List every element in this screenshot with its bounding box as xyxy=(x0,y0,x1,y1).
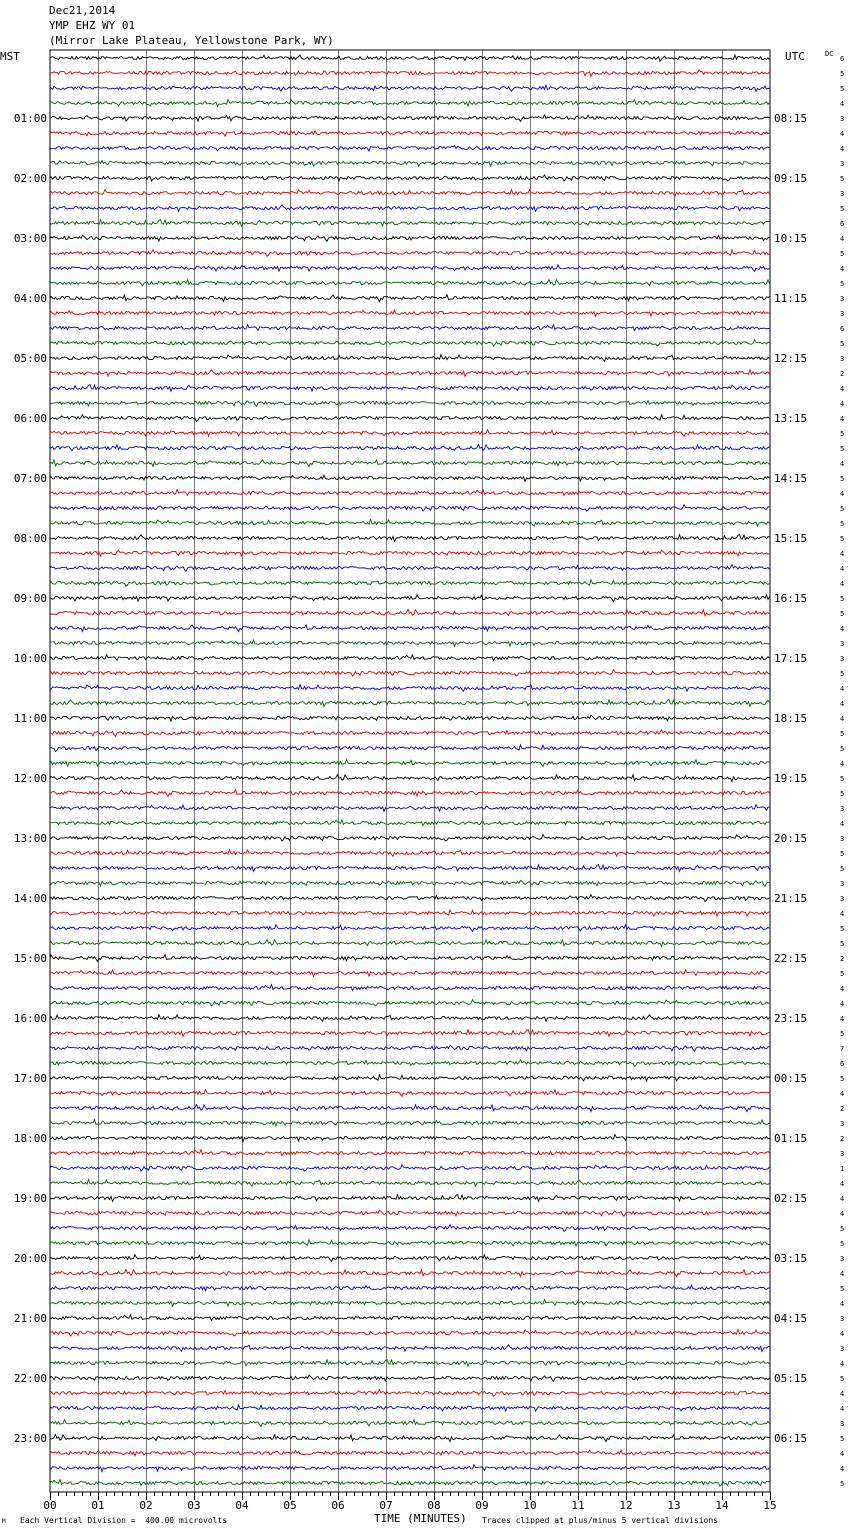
trace-row xyxy=(50,1285,770,1291)
dc-offset-label: 5 xyxy=(840,1480,845,1488)
left-hour-label: 01:00 xyxy=(13,112,47,125)
dc-offset-label: 5 xyxy=(840,940,845,948)
dc-offset-label: 3 xyxy=(840,1345,845,1353)
trace-row xyxy=(50,130,770,136)
right-hour-label: 21:15 xyxy=(774,892,808,905)
left-hour-label: 05:00 xyxy=(13,352,47,365)
dc-offset-label: 5 xyxy=(840,730,845,738)
right-hour-label: 09:15 xyxy=(774,172,808,185)
clip-note: Traces clipped at plus/minus 5 vertical divisions xyxy=(482,1516,719,1525)
x-tick-label: 02 xyxy=(139,1499,153,1512)
x-tick-label: 14 xyxy=(715,1499,729,1512)
dc-offset-label: 5 xyxy=(840,745,845,753)
left-hour-label: 23:00 xyxy=(13,1432,47,1445)
dc-offset-label: 3 xyxy=(840,1120,845,1128)
dc-offset-label: 5 xyxy=(840,1225,845,1233)
dc-label: DC xyxy=(825,50,834,58)
dc-offset-label: 3 xyxy=(840,1150,845,1158)
dc-offset-label: 6 xyxy=(840,1060,845,1068)
trace-row xyxy=(50,430,770,437)
trace-row xyxy=(50,1000,770,1006)
trace-row xyxy=(50,250,770,257)
right-hour-label: 16:15 xyxy=(774,592,808,605)
dc-offset-label: 3 xyxy=(840,640,845,648)
left-hour-label: 13:00 xyxy=(13,832,47,845)
right-hour-label: 22:15 xyxy=(774,952,808,965)
trace-row xyxy=(50,1345,770,1352)
trace-row xyxy=(50,415,770,422)
trace-row xyxy=(50,115,770,122)
dc-offset-label: 4 xyxy=(840,265,845,273)
trace-row xyxy=(50,220,770,227)
trace-row xyxy=(50,1045,770,1051)
dc-offset-label: 3 xyxy=(840,1315,845,1323)
trace-row xyxy=(50,85,770,91)
trace-row xyxy=(50,1180,770,1187)
dc-offset-label: 6 xyxy=(840,55,845,63)
dc-offset-label: 4 xyxy=(840,1210,845,1218)
trace-row xyxy=(50,760,770,767)
dc-offset-label: 5 xyxy=(840,1075,845,1083)
dc-offset-label: 5 xyxy=(840,790,845,798)
trace-row xyxy=(50,1015,770,1022)
right-hour-label: 13:15 xyxy=(774,412,808,425)
dc-offset-label: 4 xyxy=(840,550,845,558)
dc-offset-label: 4 xyxy=(840,385,845,393)
trace-row xyxy=(50,1120,770,1126)
left-hour-label: 19:00 xyxy=(13,1192,47,1205)
trace-row xyxy=(50,880,770,886)
dc-offset-label: 4 xyxy=(840,1360,845,1368)
dc-offset-label: 6 xyxy=(840,325,845,333)
footer-left-mark: M xyxy=(2,1518,6,1525)
dc-offset-label: 3 xyxy=(840,805,845,813)
dc-offset-label: 5 xyxy=(840,505,845,513)
trace-row xyxy=(50,265,770,272)
dc-offset-label: 5 xyxy=(840,520,845,528)
x-tick-label: 05 xyxy=(283,1499,297,1512)
right-hour-label: 01:15 xyxy=(774,1132,808,1145)
dc-offset-label: 5 xyxy=(840,670,845,678)
x-tick-label: 08 xyxy=(427,1499,441,1512)
dc-offset-label: 3 xyxy=(840,835,845,843)
trace-row xyxy=(50,475,770,481)
dc-offset-label: 6 xyxy=(840,220,845,228)
right-hour-label: 06:15 xyxy=(774,1432,808,1445)
trace-row xyxy=(50,865,770,872)
dc-offset-label: 4 xyxy=(840,1195,845,1203)
x-tick-label: 01 xyxy=(91,1499,105,1512)
trace-row xyxy=(50,161,770,167)
dc-offset-label: 4 xyxy=(840,100,845,108)
trace-row xyxy=(50,970,770,977)
trace-row xyxy=(50,385,770,392)
left-hour-label: 18:00 xyxy=(13,1132,47,1145)
trace-row xyxy=(50,1300,770,1307)
trace-row xyxy=(50,205,770,212)
chart-date: Dec21,2014 xyxy=(49,4,116,17)
dc-offset-label: 5 xyxy=(840,445,845,453)
left-hour-label: 04:00 xyxy=(13,292,47,305)
right-hour-label: 18:15 xyxy=(774,712,808,725)
trace-row xyxy=(50,1375,770,1381)
left-timezone-label: MST xyxy=(0,50,20,63)
trace-row xyxy=(50,1090,770,1097)
dc-offset-label: 4 xyxy=(840,700,845,708)
dc-offset-label: 5 xyxy=(840,430,845,438)
dc-offset-label: 4 xyxy=(840,1465,845,1473)
trace-row xyxy=(50,1405,770,1411)
dc-offset-label: 4 xyxy=(840,145,845,153)
trace-row xyxy=(50,325,770,331)
trace-row xyxy=(50,490,770,496)
dc-offset-label: 4 xyxy=(840,1090,845,1098)
trace-row xyxy=(50,1390,770,1397)
dc-offset-label: 4 xyxy=(840,1390,845,1398)
trace-row xyxy=(50,370,770,377)
x-tick-label: 10 xyxy=(523,1499,537,1512)
left-hour-label: 09:00 xyxy=(13,592,47,605)
dc-offset-label: 5 xyxy=(840,1030,845,1038)
trace-row xyxy=(50,565,770,572)
trace-row xyxy=(50,820,770,826)
dc-offset-label: 4 xyxy=(840,1000,845,1008)
trace-row xyxy=(50,775,770,782)
right-hour-label: 20:15 xyxy=(774,832,808,845)
trace-row xyxy=(50,790,770,797)
trace-row xyxy=(50,445,770,451)
right-hour-label: 19:15 xyxy=(774,772,808,785)
left-hour-label: 15:00 xyxy=(13,952,47,965)
dc-offset-label: 3 xyxy=(840,1420,845,1428)
trace-row xyxy=(50,1480,770,1486)
left-hour-label: 06:00 xyxy=(13,412,47,425)
trace-row xyxy=(50,715,770,721)
dc-offset-label: 5 xyxy=(840,85,845,93)
x-tick-label: 03 xyxy=(187,1499,201,1512)
right-hour-label: 00:15 xyxy=(774,1072,808,1085)
dc-offset-label: 5 xyxy=(840,1285,845,1293)
trace-row xyxy=(50,595,770,602)
trace-row xyxy=(50,550,770,556)
dc-offset-label: 2 xyxy=(840,1105,845,1113)
trace-row xyxy=(50,280,770,286)
dc-offset-label: 5 xyxy=(840,610,845,618)
dc-offset-label: 4 xyxy=(840,1180,845,1188)
trace-row xyxy=(50,1060,770,1067)
trace-row xyxy=(50,940,770,947)
dc-offset-label: 5 xyxy=(840,970,845,978)
dc-offset-label: 5 xyxy=(840,205,845,213)
trace-row xyxy=(50,1225,770,1232)
x-tick-label: 00 xyxy=(43,1499,57,1512)
trace-row xyxy=(50,670,770,676)
dc-offset-label: 2 xyxy=(840,1135,845,1143)
right-hour-label: 10:15 xyxy=(774,232,808,245)
x-tick-label: 06 xyxy=(331,1499,345,1512)
trace-row xyxy=(50,985,770,991)
right-hour-label: 17:15 xyxy=(774,652,808,665)
trace-row xyxy=(50,655,770,661)
trace-row xyxy=(50,520,770,527)
plot-frame xyxy=(50,50,770,1492)
dc-offset-label: 4 xyxy=(840,235,845,243)
trace-row xyxy=(50,55,770,61)
dc-offset-label: 3 xyxy=(840,880,845,888)
trace-row xyxy=(50,1030,770,1037)
dc-offset-label: 4 xyxy=(840,715,845,723)
dc-offset-label: 4 xyxy=(840,985,845,993)
dc-offset-label: 4 xyxy=(840,580,845,588)
left-hour-label: 12:00 xyxy=(13,772,47,785)
dc-offset-label: 4 xyxy=(840,760,845,768)
left-hour-label: 21:00 xyxy=(13,1312,47,1325)
dc-offset-label: 2 xyxy=(840,370,845,378)
dc-offset-label: 5 xyxy=(840,175,845,183)
dc-offset-label: 4 xyxy=(840,910,845,918)
trace-row xyxy=(50,401,770,407)
left-hour-label: 20:00 xyxy=(13,1252,47,1265)
trace-row xyxy=(50,685,770,692)
trace-row xyxy=(50,1240,770,1246)
left-hour-label: 14:00 xyxy=(13,892,47,905)
dc-offset-label: 1 xyxy=(840,1165,845,1173)
trace-row xyxy=(50,1150,770,1156)
right-hour-label: 08:15 xyxy=(774,112,808,125)
right-hour-label: 12:15 xyxy=(774,352,808,365)
trace-row xyxy=(50,99,770,106)
x-tick-label: 15 xyxy=(763,1499,777,1512)
trace-row xyxy=(50,730,770,737)
dc-offset-label: 3 xyxy=(840,160,845,168)
trace-row xyxy=(50,1165,770,1171)
dc-offset-label: 5 xyxy=(840,865,845,873)
dc-offset-label: 3 xyxy=(840,355,845,363)
left-hour-label: 03:00 xyxy=(13,232,47,245)
right-hour-label: 02:15 xyxy=(774,1192,808,1205)
trace-row xyxy=(50,310,770,316)
dc-offset-label: 2 xyxy=(840,955,845,963)
dc-offset-label: 5 xyxy=(840,1375,845,1383)
x-axis-title: TIME (MINUTES) xyxy=(374,1512,467,1525)
dc-offset-label: 4 xyxy=(840,1300,845,1308)
trace-row xyxy=(50,1195,770,1202)
dc-offset-label: 3 xyxy=(840,115,845,123)
dc-offset-label: 5 xyxy=(840,70,845,78)
dc-offset-label: 3 xyxy=(840,895,845,903)
trace-row xyxy=(50,955,770,962)
trace-row xyxy=(50,1105,770,1112)
dc-offset-label: 3 xyxy=(840,310,845,318)
trace-row xyxy=(50,355,770,362)
station-location: (Mirror Lake Plateau, Yellowstone Park, WY) xyxy=(49,34,334,47)
station-code: YMP EHZ WY 01 xyxy=(49,19,136,32)
trace-row xyxy=(50,835,770,841)
x-tick-label: 13 xyxy=(667,1499,681,1512)
right-hour-label: 15:15 xyxy=(774,532,808,545)
trace-row xyxy=(50,910,770,916)
dc-offset-label: 4 xyxy=(840,625,845,633)
trace-row xyxy=(50,580,770,587)
trace-row xyxy=(50,235,770,241)
right-hour-label: 04:15 xyxy=(774,1312,808,1325)
dc-offset-label: 5 xyxy=(840,1435,845,1443)
trace-row xyxy=(50,700,770,707)
dc-offset-label: 4 xyxy=(840,565,845,573)
trace-row xyxy=(50,1210,770,1216)
trace-row xyxy=(50,745,770,752)
scale-note: Each Vertical Division = 400.00 microvolts xyxy=(20,1516,228,1525)
trace-row xyxy=(50,1255,770,1262)
dc-offset-label: 4 xyxy=(840,415,845,423)
x-tick-label: 04 xyxy=(235,1499,249,1512)
dc-offset-label: 4 xyxy=(840,1015,845,1023)
left-hour-label: 22:00 xyxy=(13,1372,47,1385)
left-hour-label: 08:00 xyxy=(13,532,47,545)
trace-row xyxy=(50,505,770,511)
trace-row xyxy=(50,340,770,346)
right-hour-label: 11:15 xyxy=(774,292,808,305)
trace-row xyxy=(50,146,770,151)
trace-row xyxy=(50,1420,770,1427)
dc-offset-label: 4 xyxy=(840,1270,845,1278)
right-hour-label: 05:15 xyxy=(774,1372,808,1385)
trace-row xyxy=(50,1135,770,1142)
trace-row xyxy=(50,460,770,467)
trace-row xyxy=(50,1330,770,1336)
dc-offset-label: 4 xyxy=(840,460,845,468)
trace-row xyxy=(50,175,770,181)
trace-row xyxy=(50,1270,770,1277)
left-hour-label: 02:00 xyxy=(13,172,47,185)
dc-offset-label: 4 xyxy=(840,1450,845,1458)
left-hour-label: 17:00 xyxy=(13,1072,47,1085)
dc-offset-label: 5 xyxy=(840,250,845,258)
dc-offset-label: 5 xyxy=(840,850,845,858)
dc-offset-label: 7 xyxy=(840,1045,845,1053)
left-hour-label: 07:00 xyxy=(13,472,47,485)
dc-offset-label: 3 xyxy=(840,1255,845,1263)
x-tick-label: 09 xyxy=(475,1499,489,1512)
dc-offset-label: 5 xyxy=(840,595,845,603)
dc-offset-label: 3 xyxy=(840,190,845,198)
trace-row xyxy=(50,70,770,76)
dc-offset-label: 4 xyxy=(840,820,845,828)
dc-offset-label: 3 xyxy=(840,655,845,663)
right-hour-label: 23:15 xyxy=(774,1012,808,1025)
trace-row xyxy=(50,625,770,632)
dc-offset-label: 4 xyxy=(840,490,845,498)
dc-offset-label: 5 xyxy=(840,280,845,288)
dc-offset-label: 4 xyxy=(840,400,845,408)
left-hour-label: 11:00 xyxy=(13,712,47,725)
dc-offset-label: 4 xyxy=(840,685,845,693)
trace-row xyxy=(50,1435,770,1442)
dc-offset-label: 4 xyxy=(840,1405,845,1413)
dc-offset-label: 5 xyxy=(840,535,845,543)
trace-row xyxy=(50,895,770,902)
right-hour-label: 03:15 xyxy=(774,1252,808,1265)
dc-offset-label: 3 xyxy=(840,295,845,303)
x-tick-label: 11 xyxy=(571,1499,585,1512)
dc-offset-label: 5 xyxy=(840,475,845,483)
trace-row xyxy=(50,805,770,812)
trace-row xyxy=(50,925,770,932)
right-hour-label: 14:15 xyxy=(774,472,808,485)
dc-offset-label: 5 xyxy=(840,925,845,933)
left-hour-label: 10:00 xyxy=(13,652,47,665)
x-tick-label: 12 xyxy=(619,1499,633,1512)
dc-offset-label: 4 xyxy=(840,1330,845,1338)
x-tick-label: 07 xyxy=(379,1499,393,1512)
right-timezone-label: UTC xyxy=(785,50,805,63)
trace-row xyxy=(50,850,770,857)
dc-offset-label: 4 xyxy=(840,130,845,138)
trace-row xyxy=(50,610,770,616)
trace-row xyxy=(50,535,770,542)
trace-row xyxy=(50,1315,770,1321)
dc-offset-label: 5 xyxy=(840,775,845,783)
left-hour-label: 16:00 xyxy=(13,1012,47,1025)
trace-row xyxy=(50,1450,770,1456)
dc-offset-label: 5 xyxy=(840,340,845,348)
trace-row xyxy=(50,190,770,197)
trace-row xyxy=(50,1075,770,1081)
dc-offset-label: 5 xyxy=(840,1240,845,1248)
trace-row xyxy=(50,640,770,646)
trace-row xyxy=(50,295,770,302)
trace-row xyxy=(50,1360,770,1367)
trace-row xyxy=(50,1465,770,1472)
